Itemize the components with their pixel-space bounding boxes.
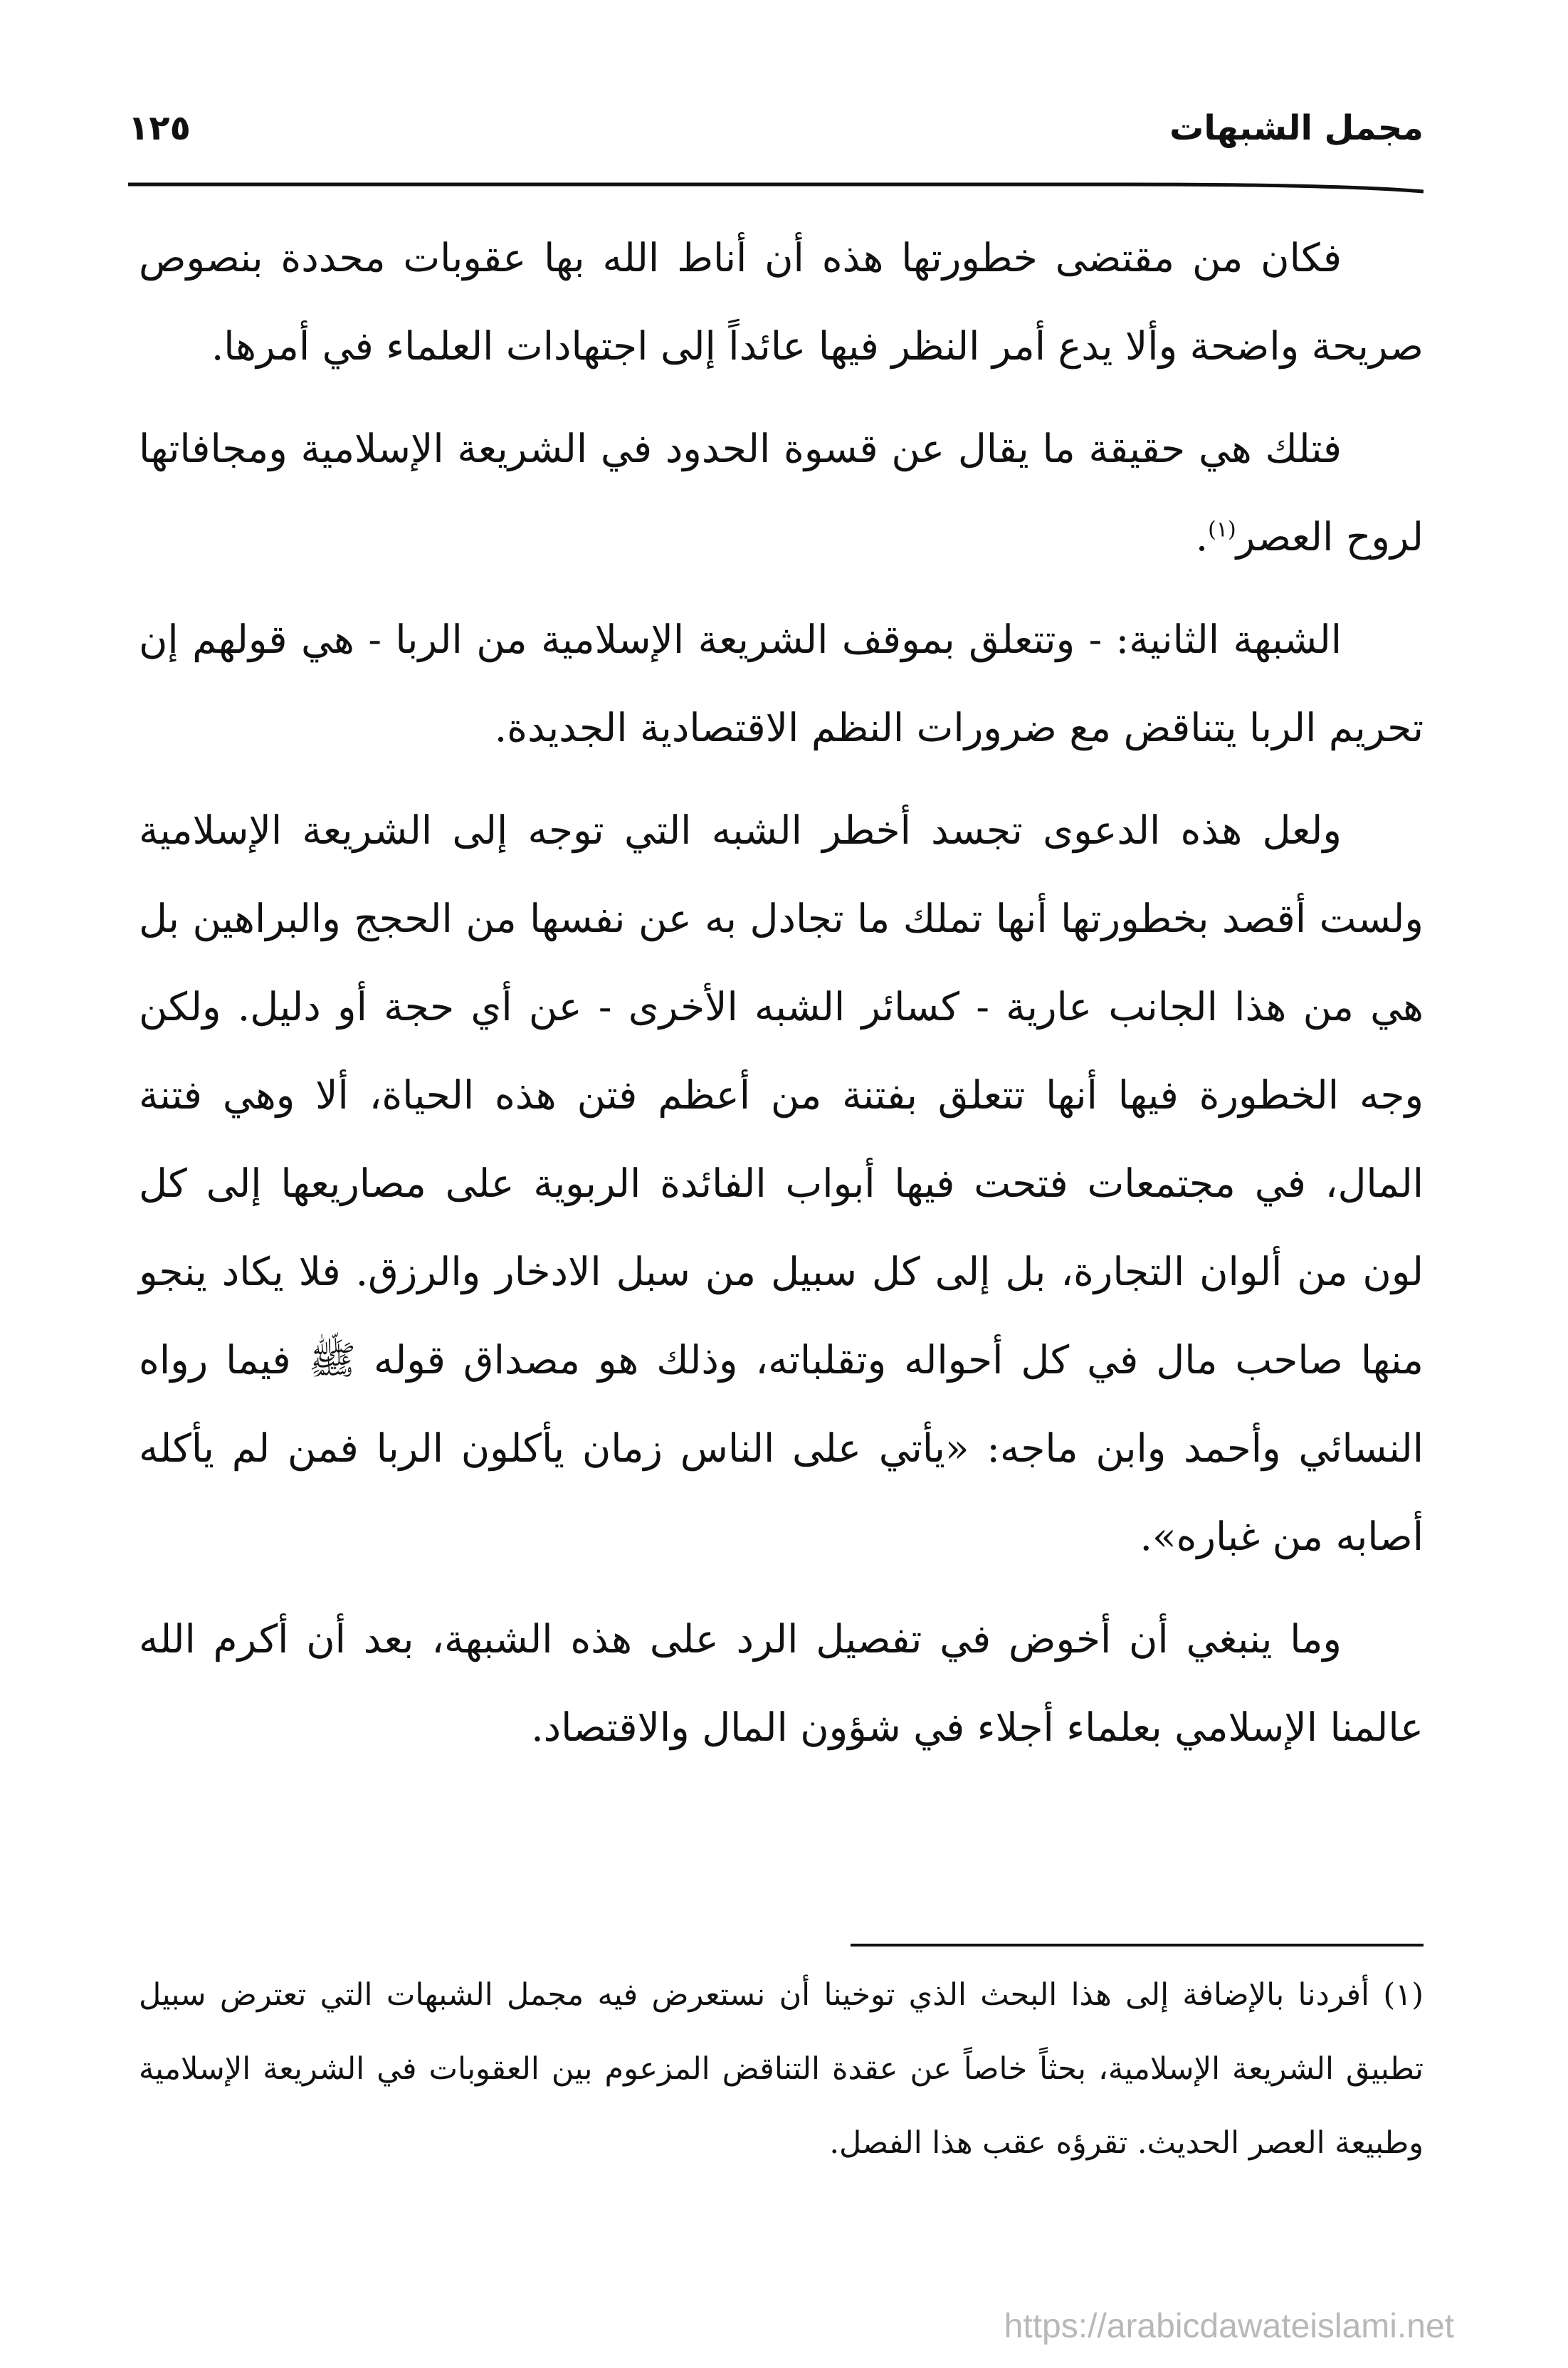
footnote-separator — [851, 1944, 1424, 1947]
running-title: مجمل الشبهات — [1169, 108, 1424, 148]
paragraph-2 — [139, 404, 1424, 581]
watermark-url: https://arabicdawateislami.net — [1004, 2307, 1454, 2345]
paragraph-5 — [139, 1595, 1424, 1771]
paragraph-2-suffix: . — [1195, 514, 1209, 560]
paragraph-3-text: الشبهة الثانية: - وتتعلق بموقف الشريعة الإسلامية من الربا - هي قولهم إن تحريم الربا يتناقض مع ضرورات النظم الاقتصادية الجديدة. — [139, 617, 1424, 750]
footnote-text: أفردنا بالإضافة إلى هذا البحث الذي توخينا أن نستعرض فيه مجمل الشبهات التي تعترض سبيل تطبيق الشريعة الإسلامية، بحثاً خاصاً عن عقدة التناقض المزعوم بين العقوبات في الشريعة الإسلامية وطبيعة العصر الحديث. تقرؤه عقب هذا الفصل. — [139, 1977, 1424, 2161]
footnote-reference[interactable]: (١) — [1208, 517, 1236, 543]
footnote — [139, 1958, 1424, 2180]
body-text — [139, 214, 1424, 1786]
paragraph-4 — [139, 786, 1424, 1581]
paragraph-5-text: وما ينبغي أن أخوض في تفصيل الرد على هذه الشبهة، بعد أن أكرم الله عالمنا الإسلامي بعلماء أجلاء في شؤون المال والاقتصاد. — [139, 1616, 1424, 1750]
paragraph-3 — [139, 595, 1424, 772]
paragraph-4-text: ولعل هذه الدعوى تجسد أخطر الشبه التي توجه إلى الشريعة الإسلامية ولست أقصد بخطورتها أنها تملك ما تجادل به عن نفسها من الحجج والبراهين بل هي من هذا الجانب عارية - كسائر الشبه الأخرى - عن أي حجة أو دليل. ولكن وجه الخطورة فيها أنها تتعلق بفتنة من أعظم فتن هذه الحياة، ألا وهي فتنة المال، في مجتمعات فتحت فيها أبواب الفائدة الربوية على مصاريعها إلى كل لون من ألوان التجارة، بل إلى كل سبيل من سبل الادخار والرزق. فلا يكاد ينجو منها صاحب مال في كل أحواله وتقلباته، وذلك هو مصداق قوله ﷺ فيما رواه النسائي وأحمد وابن ماجه: «يأتي على الناس زمان يأكلون الربا فمن لم يأكله أصابه من غباره». — [139, 807, 1424, 1559]
header-rule — [128, 176, 1424, 196]
page-number: ١٢٥ — [128, 108, 191, 148]
paragraph-1 — [139, 214, 1424, 390]
footnote-marker: (١) — [1383, 1977, 1424, 2013]
paragraph-2-text: فتلك هي حقيقة ما يقال عن قسوة الحدود في الشريعة الإسلامية ومجافاتها لروح العصر — [139, 426, 1424, 560]
running-header — [128, 100, 1424, 171]
paragraph-1-text: فكان من مقتضى خطورتها هذه أن أناط الله بها عقوبات محددة بنصوص صريحة واضحة وألا يدع أمر النظر فيها عائداً إلى اجتهادات العلماء في أمرها. — [139, 235, 1424, 369]
